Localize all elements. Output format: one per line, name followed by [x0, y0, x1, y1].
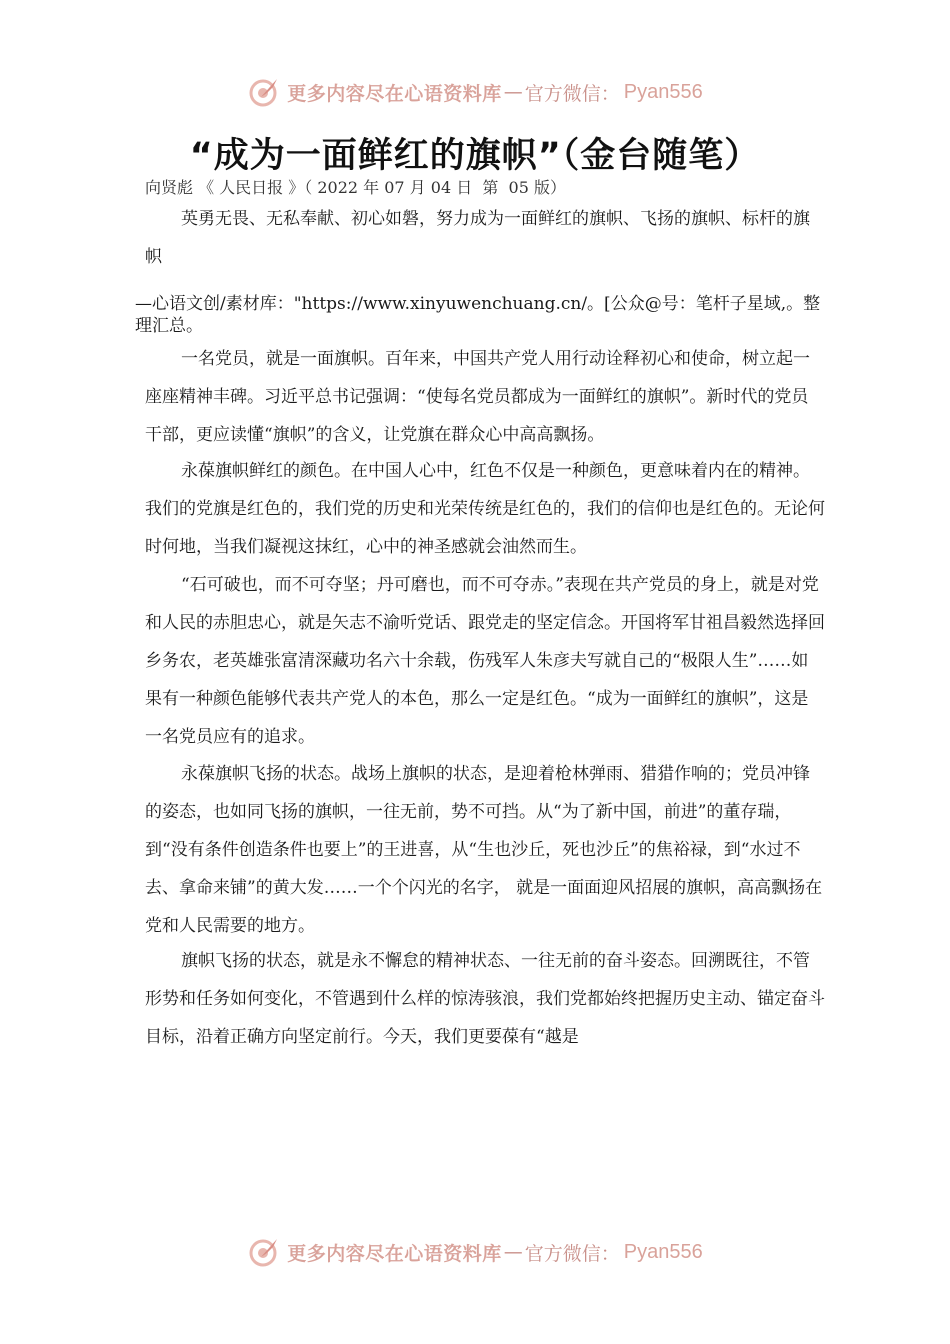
source-note: —心语文创/素材库："https://www.xinyuwenchuang.cn/。[公众@号：笔杆子星域,。整理汇总。 — [135, 294, 821, 336]
footer-watermark-banner — [0, 1230, 950, 1274]
banner-text: 更多内容尽在心语资料库 — [287, 1242, 502, 1265]
banner-wechat-id: Pyan556 — [623, 1240, 703, 1263]
banner-separator: — — [503, 81, 523, 103]
quill-logo-icon — [247, 75, 281, 109]
paragraph-2: 永葆旗帜鲜红的颜色。在中国人心中，红色不仅是一种颜色，更意味着内在的精神。我们的党旗是红色的，我们党的历史和光荣传统是红色的，我们的信仰也是红色的。无论何时何地，当我们凝视这抹红，心中的神圣感就会油然而生。 — [145, 461, 825, 557]
paragraph-3: “石可破也，而不可夺坚；丹可磨也，而不可夺赤。”表现在共产党员的身上，就是对党和人民的赤胆忠心，就是矢志不渝听党话、跟党走的坚定信念。开国将军甘祖昌毅然选择回乡务农，老英雄张富清深藏功名六十余载，伤残军人朱彦夫写就自己的“极限人生”……如果有一种颜色能够代表共产党人的本色，那么一定是红色。“成为一面鲜红的旗帜”，这是一名党员应有的追求。 — [145, 575, 825, 747]
banner-wechat-label: 官方微信： — [524, 1242, 620, 1265]
article-subtitle: 英勇无畏、无私奉献、初心如磐，努力成为一面鲜红的旗帜、飞扬的旗帜、标杆的旗帜 — [145, 209, 810, 267]
article-byline: 向贤彪 《 人民日报 》（ 2022 年 07 月 04 日 第 05 版） — [145, 178, 567, 197]
banner-wechat-id: Pyan556 — [623, 80, 703, 103]
quill-logo-icon — [247, 1235, 281, 1269]
header-watermark-banner — [0, 70, 950, 114]
banner-text: 更多内容尽在心语资料库 — [287, 82, 502, 105]
paragraph-4: 永葆旗帜飞扬的状态。战场上旗帜的状态，是迎着枪林弹雨、猎猎作响的；党员冲锋的姿态，也如同飞扬的旗帜，一往无前，势不可挡。从“为了新中国，前进”的董存瑞，到“没有条件创造条件也要上”的王进喜，从“生也沙丘，死也沙丘”的焦裕禄，到“水过不去、拿命来铺”的黄大发……一个个闪光的名字， 就是一面面迎风招展的旗帜，高高飘扬在党和人民需要的地方。 — [145, 764, 823, 936]
paragraph-1: 一名党员，就是一面旗帜。百年来，中国共产党人用行动诠释初心和使命，树立起一座座精神丰碑。习近平总书记强调：“使每名党员都成为一面鲜红的旗帜”。新时代的党员干部，更应读懂“旗帜”的含义，让党旗在群众心中高高飘扬。 — [145, 349, 810, 445]
article-title: “成为一面鲜红的旗帜”（金台随笔） — [189, 136, 761, 176]
paragraph-5: 旗帜飞扬的状态，就是永不懈怠的精神状态、一往无前的奋斗姿态。回溯既往，不管形势和任务如何变化，不管遇到什么样的惊涛骇浪，我们党都始终把握历史主动、锚定奋斗目标，沿着正确方向坚定前行。今天，我们更要葆有“越是 — [145, 951, 825, 1047]
banner-separator: — — [503, 1241, 523, 1263]
banner-wechat-label: 官方微信： — [524, 82, 620, 105]
